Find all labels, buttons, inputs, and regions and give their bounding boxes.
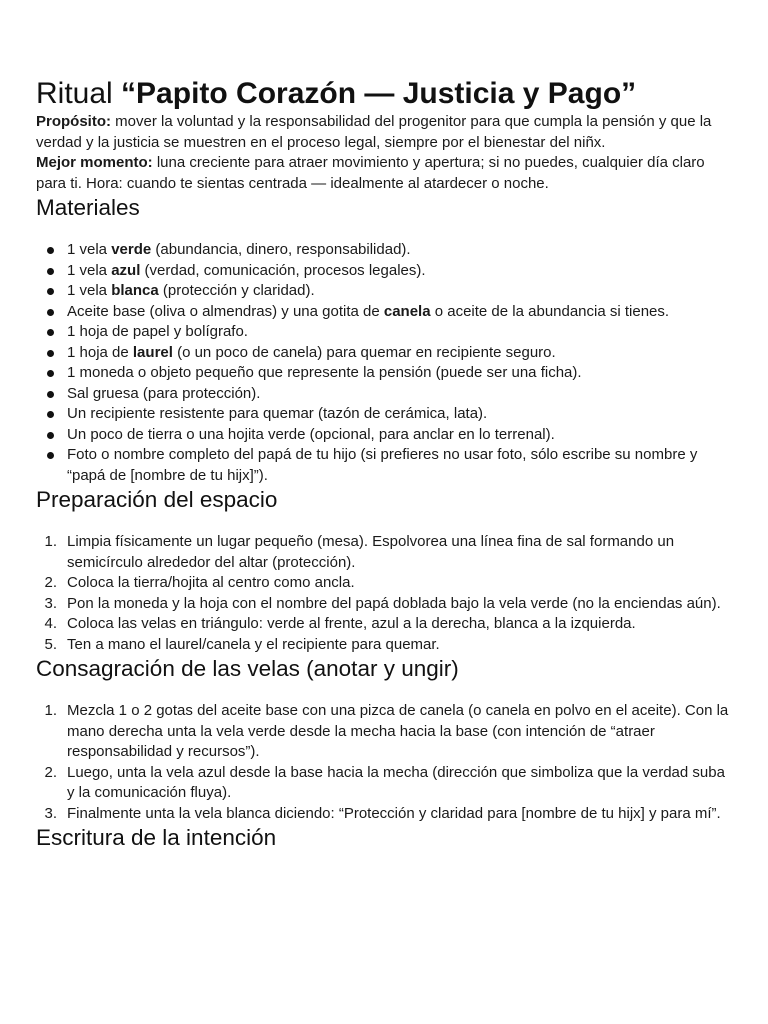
list-item bbox=[36, 763, 732, 804]
list-item bbox=[36, 240, 732, 261]
bullet-icon bbox=[47, 288, 54, 295]
item-text: 1 hoja de papel y bolígrafo. bbox=[67, 323, 248, 340]
materials-heading: Materiales bbox=[36, 195, 140, 220]
item-bold: canela bbox=[383, 302, 431, 320]
title-prefix: Ritual bbox=[36, 77, 122, 110]
step-number: 4. bbox=[44, 615, 57, 632]
bullet-icon bbox=[47, 370, 54, 377]
list-item bbox=[36, 804, 732, 825]
bullet-icon bbox=[47, 268, 54, 275]
item-text: Un recipiente resistente para quemar (tazón de cerámica, lata). bbox=[67, 405, 488, 422]
list-item bbox=[36, 573, 732, 594]
item-text: (abundancia, dinero, responsabilidad). bbox=[151, 241, 411, 258]
title-main: “Papito Corazón — Justicia y Pago” bbox=[121, 77, 637, 110]
item-text: (o un poco de canela) para quemar en recipiente seguro. bbox=[172, 343, 556, 361]
item-text: (protección y claridad). bbox=[158, 282, 315, 299]
item-text: (verdad, comunicación, procesos legales). bbox=[140, 261, 426, 279]
item-text: 1 hoja de bbox=[67, 343, 133, 361]
list-item bbox=[36, 614, 732, 635]
item-text: 1 vela bbox=[67, 261, 112, 279]
list-item bbox=[36, 594, 732, 615]
item-text: 1 vela bbox=[67, 282, 112, 299]
step-text: Finalmente unta la vela blanca diciendo: “Protección y claridad para [nombre de tu hijx] y para mí”. bbox=[67, 804, 721, 822]
best-moment-text: luna creciente para atraer movimiento y apertura; si no puedes, cualquier día claro para ti. Hora: cuando te sientas centrada — idealmente al atardecer o noche. bbox=[36, 154, 705, 192]
page-title bbox=[36, 0, 732, 112]
list-item bbox=[36, 343, 732, 364]
bullet-icon bbox=[47, 411, 54, 418]
item-text: 1 moneda o objeto pequeño que represente la pensión (puede ser una ficha). bbox=[67, 364, 582, 381]
item-text: 1 vela bbox=[67, 241, 112, 258]
list-item bbox=[36, 261, 732, 282]
list-item bbox=[36, 425, 732, 446]
list-item bbox=[36, 404, 732, 425]
step-number: 1. bbox=[44, 533, 57, 550]
step-number: 1. bbox=[44, 702, 57, 719]
step-text: Mezcla 1 o 2 gotas del aceite base con una pizca de canela (o canela en polvo en el aceite). Con la mano derecha unta la vela verde desde la mecha hacia la base (con intención de “atraer responsabilidad y recursos”). bbox=[67, 702, 729, 760]
item-bold: laurel bbox=[132, 343, 173, 361]
item-bold: blanca bbox=[111, 282, 159, 299]
item-text: o aceite de la abundancia si tienes. bbox=[430, 302, 670, 320]
writing-heading: Escritura de la intención bbox=[36, 825, 277, 850]
step-text: Pon la moneda y la hoja con el nombre del papá doblada bajo la vela verde (no la enciendas aún). bbox=[67, 594, 721, 612]
step-number: 3. bbox=[44, 804, 57, 822]
step-number: 2. bbox=[44, 574, 57, 591]
list-item bbox=[36, 635, 732, 656]
list-item bbox=[36, 701, 732, 763]
bullet-icon bbox=[47, 329, 54, 336]
bullet-icon bbox=[47, 391, 54, 398]
bullet-icon bbox=[47, 452, 54, 459]
item-text: Foto o nombre completo del papá de tu hijo (si prefieres no usar foto, sólo escribe su nombre y “papá de [nombre de tu hijx]”). bbox=[67, 446, 698, 484]
bullet-icon bbox=[47, 309, 54, 316]
preparation-steps bbox=[36, 532, 732, 655]
best-moment-paragraph bbox=[36, 153, 732, 194]
list-item bbox=[36, 363, 732, 384]
step-text: Coloca las velas en triángulo: verde al frente, azul a la derecha, blanca a la izquierda. bbox=[67, 615, 636, 632]
consecration-heading: Consagración de las velas (anotar y ungir) bbox=[36, 656, 459, 681]
step-text: Limpia físicamente un lugar pequeño (mesa). Espolvorea una línea fina de sal formando un semicírculo alrededor del altar (protección). bbox=[67, 533, 675, 571]
list-item bbox=[36, 281, 732, 302]
purpose-paragraph bbox=[36, 112, 732, 153]
preparation-heading: Preparación del espacio bbox=[36, 487, 278, 512]
step-text: Ten a mano el laurel/canela y el recipiente para quemar. bbox=[67, 635, 440, 653]
item-bold: azul bbox=[111, 261, 141, 279]
step-text: Coloca la tierra/hojita al centro como ancla. bbox=[67, 574, 355, 591]
purpose-text: mover la voluntad y la responsabilidad del progenitor para que cumpla la pensión y que la verdad y la justicia se muestren en el proceso legal, siempre por el bienestar del niñx. bbox=[36, 113, 712, 151]
step-number: 5. bbox=[44, 635, 57, 653]
item-text: Sal gruesa (para protección). bbox=[67, 384, 261, 402]
bullet-icon bbox=[47, 350, 54, 357]
item-text: Aceite base (oliva o almendras) y una gotita de bbox=[67, 302, 384, 320]
purpose-label: Propósito: bbox=[36, 113, 111, 130]
bullet-icon bbox=[47, 432, 54, 439]
step-number: 2. bbox=[44, 763, 57, 781]
list-item bbox=[36, 384, 732, 405]
materials-list bbox=[36, 240, 732, 486]
step-number: 3. bbox=[44, 594, 57, 612]
list-item bbox=[36, 445, 732, 486]
list-item bbox=[36, 322, 732, 343]
list-item bbox=[36, 532, 732, 573]
consecration-steps bbox=[36, 701, 732, 824]
list-item bbox=[36, 302, 732, 323]
item-bold: verde bbox=[111, 241, 152, 258]
bullet-icon bbox=[47, 247, 54, 254]
item-text: Un poco de tierra o una hojita verde (opcional, para anclar en lo terrenal). bbox=[67, 425, 555, 443]
best-moment-label: Mejor momento: bbox=[36, 154, 153, 171]
step-text: Luego, unta la vela azul desde la base hacia la mecha (dirección que simboliza que la verdad suba y la comunicación fluya). bbox=[67, 763, 725, 801]
